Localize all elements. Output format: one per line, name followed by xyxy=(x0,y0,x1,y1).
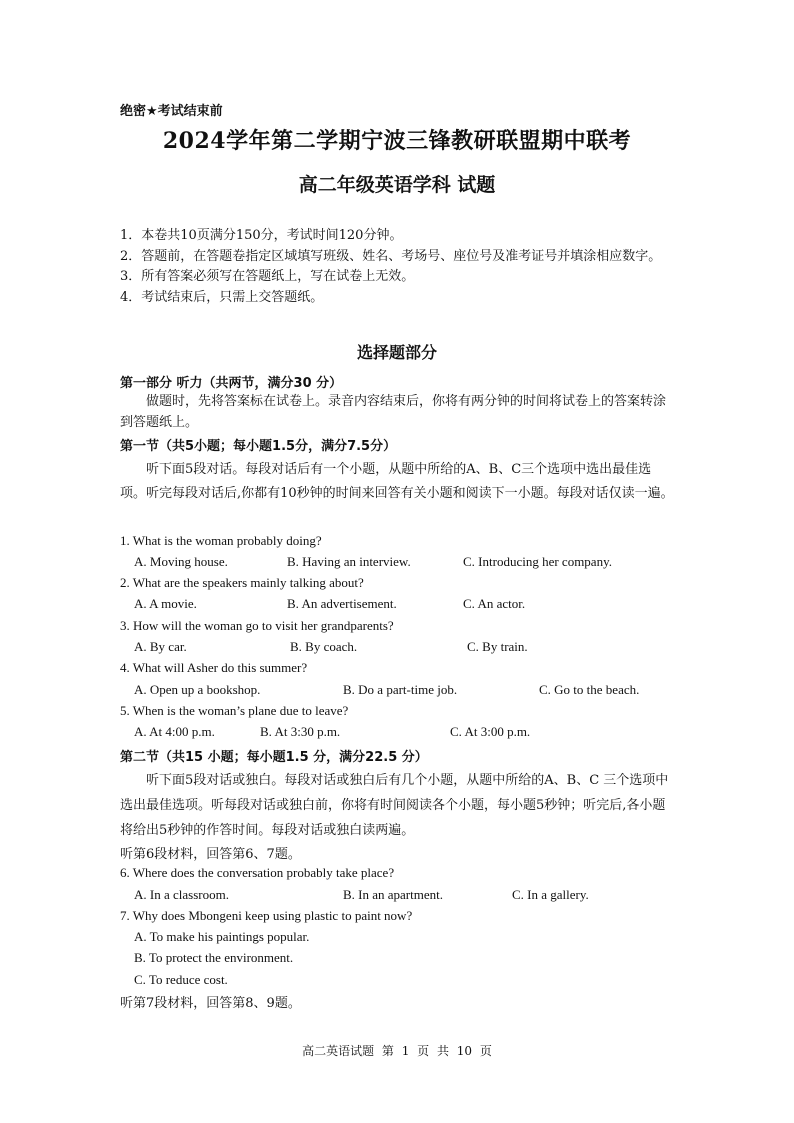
q3-option-c: C. By train. xyxy=(467,639,528,654)
q2-option-b: B. An advertisement. xyxy=(287,596,397,611)
question-7: 7. Why does Mbongeni keep using plastic to paint now? xyxy=(120,908,413,923)
note-item: 3．所有答案必须写在答题纸上，写在试卷上无效。 xyxy=(120,269,415,284)
material-7-label: 听第7段材料，回答第8、9题。 xyxy=(120,996,301,1011)
question-3: 3. How will the woman go to visit her grandparents? xyxy=(120,618,394,633)
note-item: 4．考试结束后，只需上交答题纸。 xyxy=(120,289,324,305)
q7-option-c: C. To reduce cost. xyxy=(134,972,228,987)
part1-instructions: 做题时，先将答案标在试卷上。录音内容结束后，你将有两分钟的时间将试卷上的答案转涂到答题纸上。 xyxy=(120,394,667,430)
section2-title: 第二节（共15 小题；每小题1.5 分，满分22.5 分） xyxy=(120,750,428,765)
exam-subtitle: 高二年级英语学科 试题 xyxy=(298,174,496,196)
q5-option-c: C. At 3:00 p.m. xyxy=(450,724,531,739)
confidential-label: 绝密★考试结束前 xyxy=(120,104,223,119)
section1-title: 第一节（共5小题；每小题1.5分，满分7.5分） xyxy=(120,439,397,454)
q1-option-c: C. Introducing her company. xyxy=(463,554,612,569)
question-4: 4. What will Asher do this summer? xyxy=(120,660,308,675)
note-item: 2．答题前，在答题卷指定区域填写班级、姓名、考场号、座位号及准考证号并填涂相应数字。 xyxy=(120,248,662,264)
section-title: 选择题部分 xyxy=(356,343,437,362)
q5-option-a: A. At 4:00 p.m. xyxy=(134,724,215,739)
section2-instructions: 听下面5段对话或独白。每段对话或独白后有几个小题，从题中所给的A、B、C 三个选项中选出最佳选项。听每段对话或独白前，你将有时间阅读各个小题，每小题5秒钟；听完后,各小题将给出5秒钟的作答时间。每段对话或独白读两遍。 xyxy=(120,773,669,838)
q6-option-c: C. In a gallery. xyxy=(512,887,589,902)
q2-option-c: C. An actor. xyxy=(463,596,526,611)
question-6: 6. Where does the conversation probably take place? xyxy=(120,865,395,880)
q1-option-a: A. Moving house. xyxy=(134,554,228,569)
question-2: 2. What are the speakers mainly talking about? xyxy=(120,575,364,590)
note-item: 1．本卷共10页满分150分，考试时间120分钟。 xyxy=(120,228,403,243)
question-1: 1. What is the woman probably doing? xyxy=(120,533,322,548)
q6-option-a: A. In a classroom. xyxy=(134,887,229,902)
q3-option-b: B. By coach. xyxy=(290,639,358,654)
q7-option-a: A. To make his paintings popular. xyxy=(134,929,310,944)
part1-title: 第一部分 听力（共两节，满分30 分） xyxy=(120,376,343,391)
q4-option-c: C. Go to the beach. xyxy=(539,682,640,697)
page-footer: 高二英语试题 第 1 页 共 10 页 xyxy=(302,1044,492,1058)
q7-option-b: B. To protect the environment. xyxy=(134,950,294,965)
section1-instructions: 听下面5段对话。每段对话后有一个小题，从题中所给的A、B、C三个选项中选出最佳选项。听完每段对话后,你都有10秒钟的时间来回答有关小题和阅读下一小题。每段对话仅读一遍。 xyxy=(120,462,674,501)
q2-option-a: A. A movie. xyxy=(134,596,197,611)
exam-title: 2024学年第二学期宁波三锋教研联盟期中联考 xyxy=(162,128,632,154)
q6-option-b: B. In an apartment. xyxy=(343,887,443,902)
q1-option-b: B. Having an interview. xyxy=(287,554,411,569)
q3-option-a: A. By car. xyxy=(134,639,187,654)
material-6-label: 听第6段材料，回答第6、7题。 xyxy=(120,847,301,862)
question-5: 5. When is the woman’s plane due to leave? xyxy=(120,703,349,718)
exam-notes xyxy=(120,226,676,308)
q5-option-b: B. At 3:30 p.m. xyxy=(260,724,341,739)
q4-option-b: B. Do a part-time job. xyxy=(343,682,458,697)
q4-option-a: A. Open up a bookshop. xyxy=(134,682,261,697)
